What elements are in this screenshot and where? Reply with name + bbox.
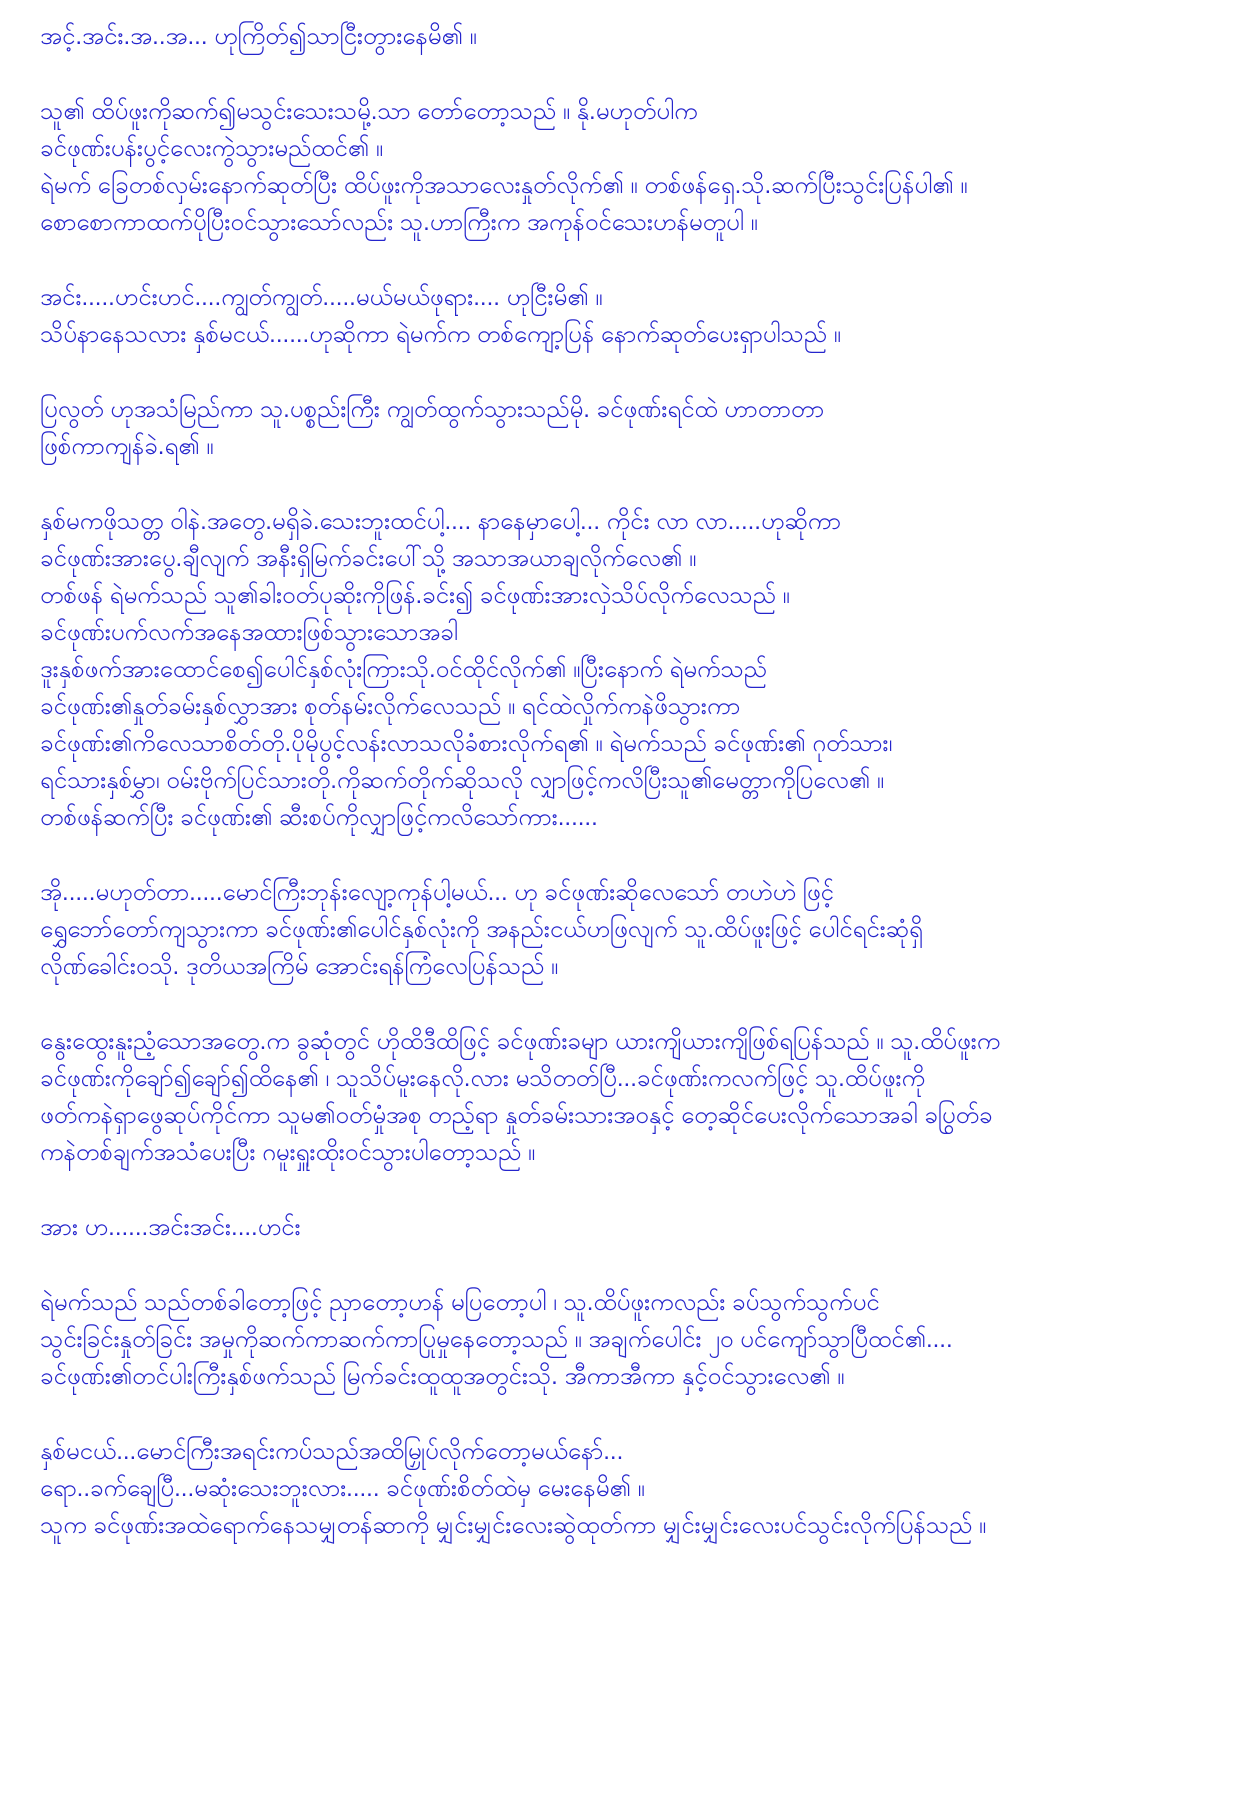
- text-line: ခင်ဖုဏ်းအားပွေ.ချီလျက် အနီးရှိမြက်ခင်းပေါ်သို့ အသာအယာချလိုက်လေ၏ ။: [40, 545, 697, 572]
- text-line: အင့်.အင်း.အ..အ... ဟုကြိတ်၍သာငြီးတွားနေမိ၏ ။: [40, 23, 477, 50]
- text-line: တစ်ဖန် ရဲမက်သည် သူ၏ခါးဝတ်ပုဆိုးကိုဖြန်.ခင်း၍ ခင်ဖုဏ်းအားလှဲသိပ်လိုက်လေသည် ။: [40, 582, 790, 609]
- paragraph: [40, 1433, 1206, 1544]
- text-line: သူက ခင်ဖုဏ်းအထဲရောက်နေသမျှတန်ဆာကို မျှင်းမျှင်းလေးဆွဲထုတ်ကာ မျှင်းမျှင်းလေးပင်သွင်းလိုက်ပြန်သည် ။: [40, 1512, 987, 1539]
- text-line: သိပ်နာနေသလား နှစ်မငယ်......ဟုဆိုကာ ရဲမက်က တစ်ကျော့ပြန် နောက်ဆုတ်ပေးရှာပါသည် ။: [40, 321, 841, 348]
- text-line: အင်း.....ဟင်းဟင်....ကျွတ်ကျွတ်.....မယ်မယ်ဖုရား.... ဟုငြီးမိ၏ ။: [40, 284, 603, 311]
- text-line: ပြလွတ် ဟုအသံမြည်ကာ သူ.ပစ္စည်းကြီး ကျွတ်ထွက်သွားသည်မို. ခင်ဖုဏ်းရင်ထဲ ဟာတာတာ: [40, 396, 825, 423]
- text-line: ခင်ဖုဏ်းပန်းပွင့်လေးကွဲသွားမည်ထင်၏ ။: [40, 135, 384, 162]
- text-line: ဖတ်ကနဲရှာဖွေဆုပ်ကိုင်ကာ သူမ၏ဝတ်မှုံအစု တည့်ရာ နှုတ်ခမ်းသားအဝနှင့် တေ့ဆိုင်ပေးလိုက်သောအခါ ခပြွတ်ခ: [40, 1102, 993, 1129]
- paragraph: [40, 391, 1206, 465]
- text-line: ဖြစ်ကာကျန်ခဲ.ရ၏ ။: [40, 433, 214, 460]
- text-line: ရော..ခက်ချေပြီ...မဆုံးသေးဘူးလား..... ခင်ဖုဏ်းစိတ်ထဲမှ မေးနေမိ၏ ။: [40, 1475, 645, 1502]
- paragraph: [40, 279, 1206, 353]
- paragraph: [40, 1209, 1206, 1246]
- text-line: နှစ်မကဖိုသတ္တ ဝါနဲ.အတွေ.မရှိခဲ.သေးဘူးထင်ပါ့.... နာနေမှာပေါ့... ကိုင်း လာ လာ.....ဟုဆိုကာ: [40, 508, 841, 535]
- paragraph: [40, 18, 1206, 55]
- text-line: ရွှေဘော်တော်ကျသွားကာ ခင်ဖုဏ်း၏ပေါင်နှစ်လုံးကို အနည်းငယ်ဟဖြလျက် သူ.ထိပ်ဖူးဖြင့် ပေါင်ရင်းဆုံရှိ: [40, 916, 923, 943]
- text-line: အို.....မဟုတ်တာ.....မောင်ကြီးဘုန်းလျော့ကုန်ပါ့မယ်... ဟု ခင်ဖုဏ်းဆိုလေသော် တဟဲဟဲ ဖြင့်: [40, 879, 834, 906]
- text-line: ခင်ဖုဏ်း၏ကိလေသာစိတ်တို.ပိုမိုပွင့်လန်းလာသလိုခံစားလိုက်ရ၏ ။ ရဲမက်သည် ခင်ဖုဏ်း၏ ဂုတ်သား၊: [40, 730, 893, 757]
- paragraph: [40, 503, 1206, 836]
- text-line: သူ၏ ထိပ်ဖူးကိုဆက်၍မသွင်းသေးသမို့.သာ တော်တော့သည် ။ နို.မဟုတ်ပါက: [40, 98, 698, 125]
- paragraph: [40, 874, 1206, 985]
- text-line: နှစ်မငယ်...မောင်ကြီးအရင်းကပ်သည်အထိမြှုပ်လိုက်တော့မယ်နော်...: [40, 1438, 624, 1465]
- text-line: ရင်သားနှစ်မွှာ၊ ဝမ်းဗိုက်ပြင်သားတို.ကိုဆက်တိုက်ဆိုသလို လျှာဖြင့်ကလိပြီးသူ၏မေတ္တာကိုပြလေ၏ ။: [40, 767, 885, 794]
- paragraph: [40, 1284, 1206, 1395]
- text-line: အား ဟ......အင်းအင်း....ဟင်း: [40, 1214, 301, 1241]
- paragraph: [40, 93, 1206, 241]
- text-line: ရဲမက် ခြေတစ်လှမ်းနောက်ဆုတ်ပြီး ထိပ်ဖူးကိုအသာလေးနှုတ်လိုက်၏ ။ တစ်ဖန်ရှေ.သို.ဆက်ပြီးသွင်းပြန်ပါ၏ ။: [40, 172, 968, 199]
- text-line: စောစောကာထက်ပိုပြီးဝင်သွားသော်လည်း သူ.ဟာကြီးက အကုန်ဝင်သေးဟန်မတူပါ ။: [40, 209, 758, 236]
- text-line: ခင်ဖုဏ်း၏နှုတ်ခမ်းနှစ်လွှာအား စုတ်နမ်းလိုက်လေသည် ။ ရင်ထဲလှိုက်ကနဲဖိသွားကာ: [40, 693, 741, 720]
- text-line: နွေးထွေးနူးညံ့သောအတွေ.က ခွဆုံတွင် ဟိုထိဒီထိဖြင့် ခင်ဖုဏ်းခမျာ ယားကျိယားကျိဖြစ်ရပြန်သည် ။ သူ.ထိပ်ဖူးက: [40, 1028, 1001, 1055]
- text-line: ကနဲတစ်ချက်အသံပေးပြီး ဂမူးရှူးထိုးဝင်သွားပါတော့သည် ။: [40, 1139, 536, 1166]
- text-line: တစ်ဖန်ဆက်ပြီး ခင်ဖုဏ်း၏ ဆီးစပ်ကိုလျှာဖြင့်ကလိသော်ကား......: [40, 804, 598, 831]
- text-line: သွင်းခြင်းနှုတ်ခြင်း အမှုကိုဆက်ကာဆက်ကာပြုမှုနေတော့သည် ။ အချက်ပေါင်း ၂၀ ပင်ကျော်သွာပြီထင်၏....: [40, 1326, 953, 1353]
- text-line: ခင်ဖုဏ်း၏တင်ပါးကြီးနှစ်ဖက်သည် မြက်ခင်းထူထူအတွင်းသို. အီကာအီကာ နှင့်ဝင်သွားလေ၏ ။: [40, 1363, 845, 1390]
- text-line: လိုဏ်ခေါင်းဝသို. ဒုတိယအကြိမ် အောင်းရန်ကြံလေပြန်သည် ။: [40, 953, 559, 980]
- text-line: ခင်ဖုဏ်းကိုချော်၍ချော်၍ထိနေ၏ ၊ သူသိပ်မူးနေလို.လား မသိတတ်ပြီ...ခင်ဖုဏ်းကလက်ဖြင့် သူ.ထိပ်ဖူးကို: [40, 1065, 925, 1092]
- text-line: ဒူးနှစ်ဖက်အားထောင်စေ၍ပေါင်နှစ်လုံးကြားသို.ဝင်ထိုင်လိုက်၏ ။ပြီးနောက် ရဲမက်သည်: [40, 656, 767, 683]
- text-line: ရဲမက်သည် သည်တစ်ခါတော့ဖြင့် ညှာတော့ဟန် မပြတော့ပါ ၊ သူ.ထိပ်ဖူးကလည်း ခပ်သွက်သွက်ပင်: [40, 1289, 880, 1316]
- paragraph: [40, 1023, 1206, 1171]
- text-line: ခင်ဖုဏ်းပက်လက်အနေအထားဖြစ်သွားသောအခါ: [40, 619, 458, 646]
